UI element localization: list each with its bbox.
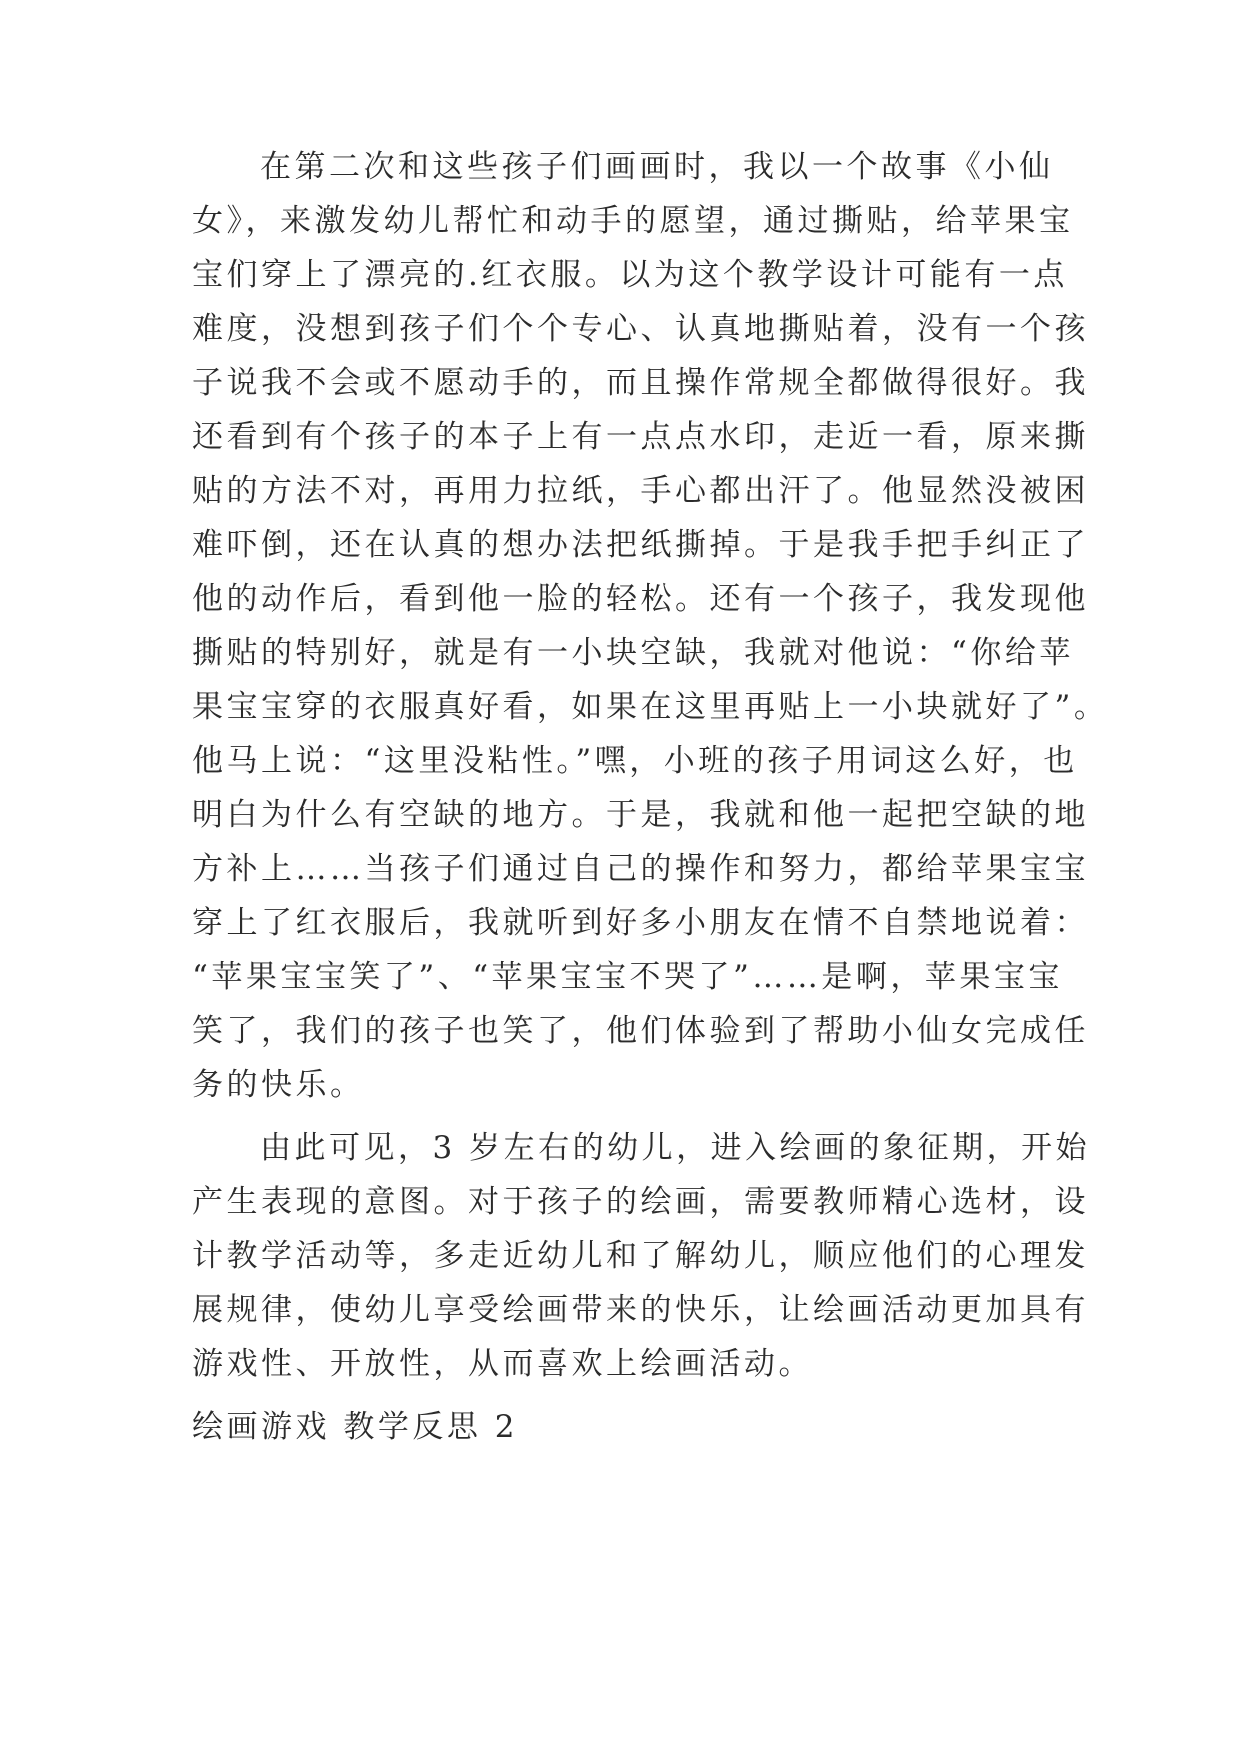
text-line: 游戏性、开放性，从而喜欢上绘画活动。 — [192, 1346, 813, 1382]
text-line: 他马上说：“这里没粘性。”嘿，小班的孩子用词这么好，也 — [192, 743, 1078, 779]
text-line: 女》，来激发幼儿帮忙和动手的愿望，通过撕贴，给苹果宝 — [192, 203, 1074, 239]
text-line: 方补上……当孩子们通过自己的操作和努力，都给苹果宝宝 — [192, 851, 1089, 887]
section-heading: 绘画游戏 教学反思 2 — [192, 1409, 518, 1445]
text-line: 难吓倒，还在认真的想办法把纸撕掉。于是我手把手纠正了 — [192, 527, 1089, 563]
text-line: 果宝宝穿的衣服真好看，如果在这里再贴上一小块就好了”。 — [192, 689, 1109, 725]
text-line: 由此可见，3 岁左右的幼儿，进入绘画的象征期，开始 — [260, 1130, 1091, 1166]
text-line: 贴的方法不对，再用力拉纸，手心都出汗了。他显然没被困 — [192, 473, 1089, 509]
text-line: 他的动作后，看到他一脸的轻松。还有一个孩子，我发现他 — [192, 581, 1089, 617]
text-line: 宝们穿上了漂亮的.红衣服。以为这个教学设计可能有一点 — [192, 257, 1068, 293]
text-line: 难度，没想到孩子们个个专心、认真地撕贴着，没有一个孩 — [192, 311, 1089, 347]
text-line: 产生表现的意图。对于孩子的绘画，需要教师精心选材，设 — [192, 1184, 1089, 1220]
text-line: 撕贴的特别好，就是有一小块空缺，我就对他说：“你给苹 — [192, 635, 1074, 671]
text-line: 笑了，我们的孩子也笑了，他们体验到了帮助小仙女完成任 — [192, 1013, 1089, 1049]
text-line: 展规律，使幼儿享受绘画带来的快乐，让绘画活动更加具有 — [192, 1292, 1089, 1328]
text-line: “苹果宝宝笑了”、“苹果宝宝不哭了”……是啊，苹果宝宝 — [192, 959, 1063, 995]
text-line: 明白为什么有空缺的地方。于是，我就和他一起把空缺的地 — [192, 797, 1089, 833]
text-line: 务的快乐。 — [192, 1067, 365, 1103]
text-line: 子说我不会或不愿动手的，而且操作常规全都做得很好。我 — [192, 365, 1089, 401]
text-line: 在第二次和这些孩子们画画时，我以一个故事《小仙 — [260, 149, 1054, 185]
text-line: 计教学活动等，多走近幼儿和了解幼儿，顺应他们的心理发 — [192, 1238, 1089, 1274]
text-line: 穿上了红衣服后，我就听到好多小朋友在情不自禁地说着： — [192, 905, 1089, 941]
text-line: 还看到有个孩子的本子上有一点点水印，走近一看，原来撕 — [192, 419, 1089, 455]
